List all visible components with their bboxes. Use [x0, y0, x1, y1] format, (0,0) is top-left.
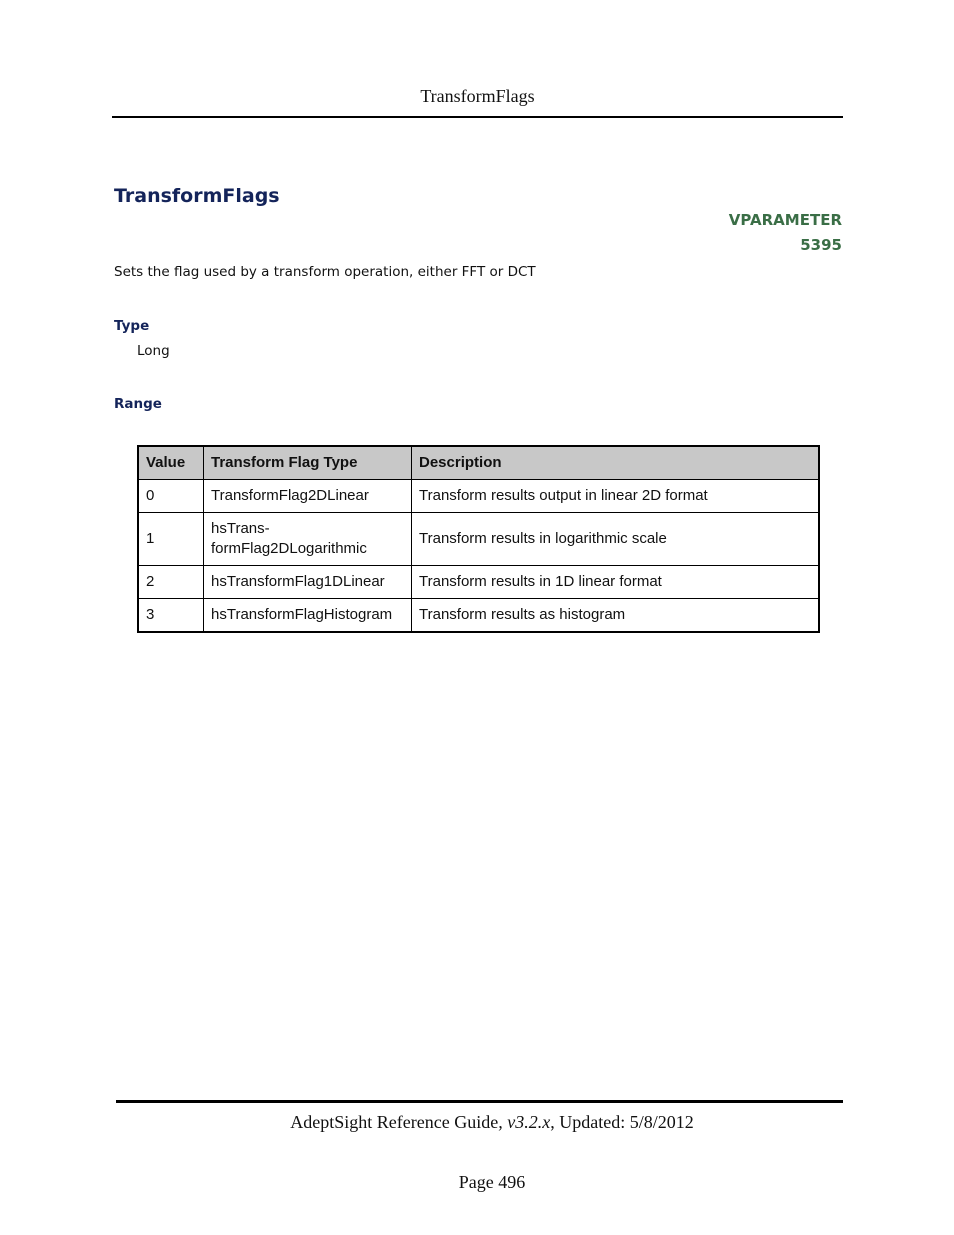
cell-flag-type: hsTransformFlagHistogram: [204, 599, 412, 633]
parameter-kind: VPARAMETER: [728, 211, 842, 229]
type-heading: Type: [114, 318, 150, 334]
table-row: [138, 599, 819, 633]
type-value: Long: [137, 343, 170, 359]
table-row: [138, 480, 819, 513]
cell-description: Transform results in 1D linear format: [412, 566, 820, 599]
column-header-description: Description: [412, 446, 820, 480]
footer-guide-info: [116, 1112, 868, 1133]
cell-flag-type: [204, 513, 412, 566]
page-number: Page 496: [458, 1172, 526, 1192]
cell-value: 2: [138, 566, 204, 599]
cell-description: Transform results in logarithmic scale: [412, 513, 820, 566]
cell-flag-type: hsTransformFlag1DLinear: [204, 566, 412, 599]
description: Sets the flag used by a transform operation, either FFT or DCT: [114, 264, 536, 280]
column-header-flag-type: Transform Flag Type: [204, 446, 412, 480]
footer-guide-name: AdeptSight Reference Guide: [290, 1112, 499, 1132]
range-table: [137, 445, 820, 633]
parameter-id: 5395: [800, 236, 842, 254]
column-header-value: Value: [138, 446, 204, 480]
footer-updated: , Updated: 5/8/2012: [550, 1112, 694, 1132]
running-header: TransformFlags: [420, 86, 535, 106]
table-row: [138, 513, 819, 566]
range-heading: Range: [114, 396, 162, 412]
parameter-block: [729, 208, 842, 258]
cell-description: Transform results as histogram: [412, 599, 820, 633]
table-row: [138, 566, 819, 599]
cell-flag-type: TransformFlag2DLinear: [204, 480, 412, 513]
cell-value: 3: [138, 599, 204, 633]
cell-value: 1: [138, 513, 204, 566]
cell-flag-type-line-1: hsTrans-: [211, 520, 270, 537]
header-rule: [112, 116, 843, 118]
footer-rule: [116, 1100, 843, 1103]
cell-flag-type-line-2: formFlag2DLogarithmic: [211, 540, 367, 557]
cell-value: 0: [138, 480, 204, 513]
table-header-row: [138, 446, 819, 480]
footer-version: , v3.2.x: [498, 1112, 551, 1132]
page-title: TransformFlags: [114, 185, 280, 207]
cell-description: Transform results output in linear 2D format: [412, 480, 820, 513]
